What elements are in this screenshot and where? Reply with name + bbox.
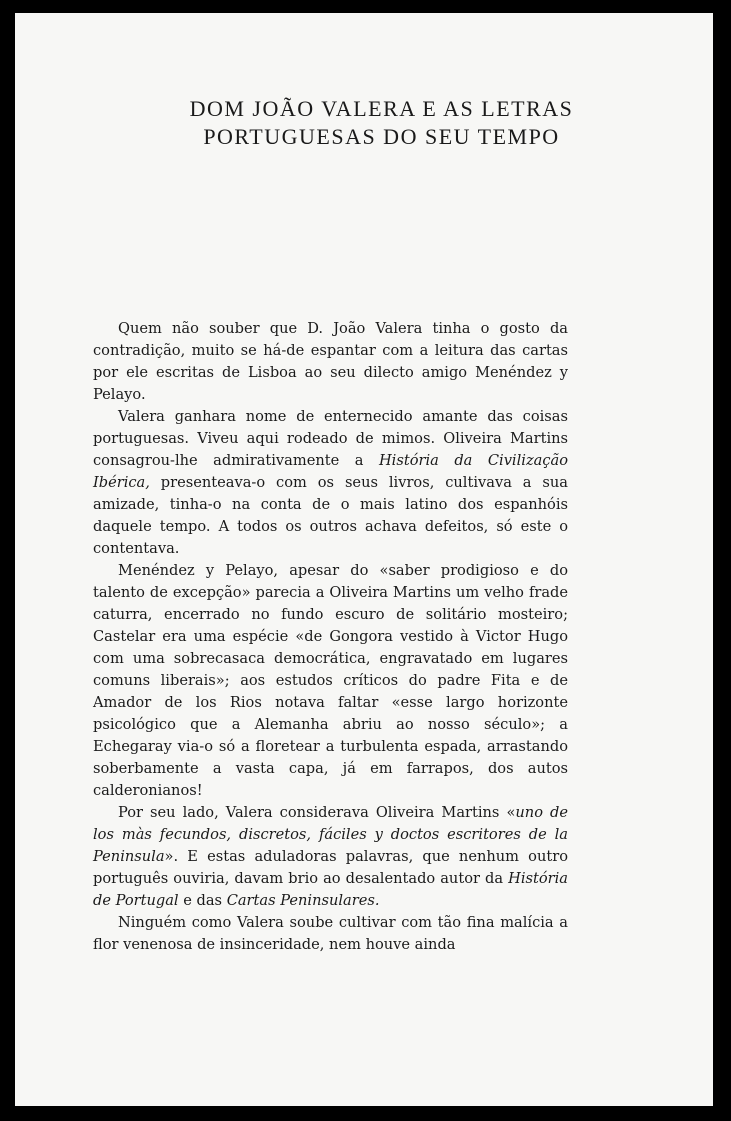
paragraph-2-text-a: Valera ganhara nome de enternecido amante das coisas portuguesas. Viveu aqui rodeado de mimos. Oliveira Martins consagrou-lhe admirativamente a — [93, 408, 568, 469]
title-line-2: PORTUGUESAS DO SEU TEMPO — [203, 124, 560, 149]
scanned-page — [15, 13, 713, 1106]
book-title-historia-portugal: História de Portugal — [93, 870, 568, 909]
paragraph-4 — [93, 802, 568, 912]
paragraph-2 — [93, 406, 568, 560]
paragraph-2-text-b: presenteava-o com os seus livros, cultivava a sua amizade, tinha-o na conta de o mais latino dos espanhóis daquele tempo. A todos os outros achava defeitos, só este o contentava. — [93, 474, 568, 557]
book-title-cartas-peninsulares: Cartas Peninsulares. — [226, 892, 380, 909]
title-line-1: DOM JOÃO VALERA E AS LETRAS — [189, 96, 574, 121]
paragraph-1: Quem não souber que D. João Valera tinha o gosto da contradição, muito se há-de espantar com a leitura das cartas por ele escritas de Lisboa ao seu dilecto amigo Menéndez y Pelayo. — [93, 320, 568, 403]
paragraph-3: Menéndez y Pelayo, apesar do «saber prodigioso e do talento de excepção» parecia a Oliveira Martins um velho frade caturra, encerrado no fundo escuro de solitário mosteiro; Castelar era uma espécie «de Gongora vestido à Victor Hugo com uma sobrecasaca democrática, engravatado em lugares comuns liberais»; aos estudos críticos do padre Fita e de Amador de los Rios notava faltar «esse largo horizonte psicológico que a Alemanha abriu ao nosso século»; a Echegaray via-o só a floretear a turbulenta espada, arrastando soberbamente a vasta capa, já em farrapos, dos autos calderonianos! — [93, 562, 568, 799]
chapter-title — [15, 95, 713, 151]
paragraph-5: Ninguém como Valera soube cultivar com tão fina malícia a flor venenosa de insinceridade, nem houve ainda — [93, 914, 568, 953]
paragraph-4-text-c: e das — [178, 892, 227, 909]
book-title-historia-civilizacao: História da Civilização Ibérica, — [93, 452, 568, 491]
paragraph-4-text-b: ». E estas aduladoras palavras, que nenhum outro português ouviria, davam brio ao desalentado autor da — [93, 848, 568, 887]
spanish-quote: uno de los màs fecundos, discretos, fáciles y doctos escritores de la Peninsula — [93, 804, 568, 865]
paragraph-4-text-a: Por seu lado, Valera considerava Oliveira Martins « — [118, 804, 516, 821]
body-text — [93, 318, 568, 956]
